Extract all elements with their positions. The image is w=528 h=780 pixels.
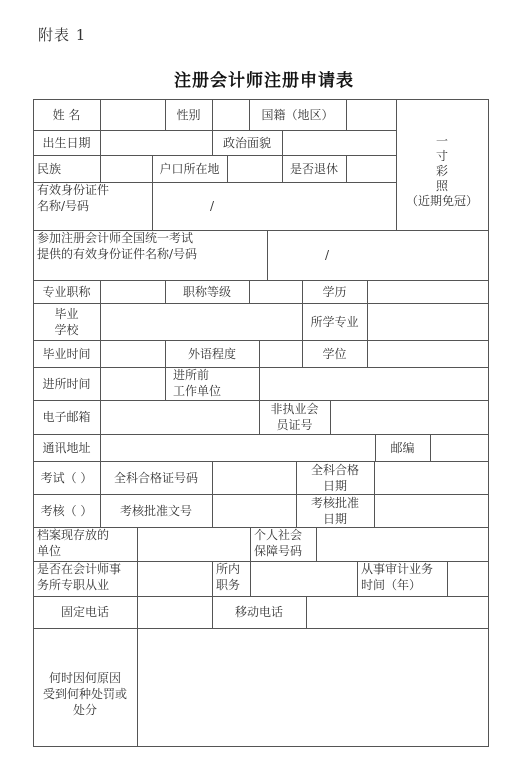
non-practicing-line: 员证号	[276, 418, 313, 432]
archive-unit-line: 档案现存放的	[37, 528, 110, 542]
id-document-line: 名称/号码	[37, 199, 90, 213]
previous-unit-label	[165, 367, 259, 400]
previous-unit-line: 进所前	[173, 368, 210, 382]
photo-text-line: 彩	[435, 164, 448, 178]
grid-line	[33, 303, 489, 304]
grid-line	[346, 155, 347, 182]
school-label	[33, 303, 100, 340]
audit-years-label	[357, 561, 447, 596]
fulltime-practice-line: 是否在会计师事	[37, 562, 122, 576]
grid-line	[100, 155, 101, 182]
grid-line	[100, 400, 101, 434]
grid-line	[227, 155, 228, 182]
exam-id-line: 参加注册会计师全国统一考试	[37, 231, 194, 245]
non-practicing-member-label	[259, 400, 330, 434]
grid-line	[259, 340, 260, 367]
grid-line	[100, 340, 101, 367]
mobile-label: 移动电话	[234, 605, 283, 619]
grid-line	[33, 746, 489, 747]
grid-line	[374, 461, 375, 494]
grid-line	[367, 280, 368, 303]
join-time-label: 进所时间	[42, 376, 91, 391]
grid-line	[137, 561, 138, 596]
ethnicity-label: 民族	[37, 161, 62, 176]
archive-unit-label	[33, 527, 137, 561]
hukou-label: 户口所在地	[159, 161, 220, 176]
major-label: 所学专业	[310, 314, 359, 329]
archive-unit-line: 单位	[37, 544, 62, 558]
grid-line	[33, 340, 489, 341]
pass-date-line: 日期	[322, 478, 347, 493]
penalty-history-label	[33, 628, 137, 746]
grid-line	[488, 99, 489, 746]
approval-number-label: 考核批准文号	[119, 503, 192, 518]
grid-line	[447, 561, 448, 596]
grid-line	[282, 130, 283, 155]
name-label: 姓 名	[52, 107, 81, 122]
grid-line	[137, 628, 138, 746]
pass-date-label	[296, 461, 374, 494]
title-grade-label: 职称等级	[182, 284, 231, 299]
degree-label: 学位	[322, 346, 347, 361]
review-checkbox-label: 考核（ ）	[40, 503, 93, 518]
social-security-line: 保障号码	[254, 544, 303, 558]
firm-position-line: 职务	[216, 578, 241, 592]
grid-line	[346, 99, 347, 130]
graduation-time-label: 毕业时间	[42, 346, 91, 361]
grid-line	[367, 303, 368, 340]
grid-line	[212, 494, 213, 527]
fulltime-practice-label	[33, 561, 137, 596]
penalty-history-line: 受到何种处罚或	[42, 687, 127, 701]
photo-text-line: 照	[435, 179, 448, 193]
penalty-history-line: 何时因何原因	[48, 671, 121, 685]
approval-date-label	[296, 494, 374, 527]
nationality-label: 国籍（地区）	[261, 107, 334, 122]
grid-line	[249, 280, 250, 303]
grid-line	[250, 561, 251, 596]
firm-position-label	[212, 561, 250, 596]
grid-line	[100, 303, 101, 340]
education-label: 学历	[322, 284, 347, 299]
grid-line	[100, 280, 101, 303]
approval-date-line: 日期	[322, 511, 347, 526]
audit-years-line: 从事审计业务	[361, 562, 434, 576]
grid-line	[212, 99, 213, 130]
grid-line	[33, 280, 489, 281]
grid-line	[100, 130, 101, 155]
fulltime-practice-line: 务所专职从业	[37, 578, 110, 592]
certificate-number-label: 全科合格证号码	[113, 470, 198, 485]
grid-line	[367, 340, 368, 367]
social-security-label	[250, 527, 316, 561]
school-line: 学校	[54, 322, 79, 337]
photo-text-line: 一	[435, 134, 448, 148]
id-document-value: /	[209, 199, 215, 213]
grid-line	[259, 367, 260, 400]
grid-line	[430, 434, 431, 461]
retired-label: 是否退休	[289, 161, 338, 176]
appendix-label: 附表 1	[38, 26, 87, 44]
exam-id-value: /	[324, 248, 330, 262]
exam-checkbox-label: 考试（ ）	[40, 470, 93, 485]
social-security-line: 个人社会	[254, 528, 303, 542]
photo-text-line: 寸	[435, 149, 448, 163]
non-practicing-line: 非执业会	[270, 402, 319, 416]
grid-line	[33, 367, 489, 368]
address-label: 通讯地址	[42, 440, 91, 455]
exam-id-label	[33, 230, 267, 280]
birth-date-label: 出生日期	[42, 135, 91, 150]
grid-line	[212, 461, 213, 494]
exam-id-line: 提供的有效身份证件名称/号码	[37, 247, 198, 261]
grid-line	[374, 494, 375, 527]
approval-date-line: 考核批准	[310, 495, 359, 510]
grid-line	[100, 434, 101, 461]
professional-title-label: 专业职称	[42, 284, 91, 299]
postcode-label: 邮编	[390, 440, 415, 455]
grid-line	[316, 527, 317, 561]
grid-line	[100, 99, 101, 130]
grid-line	[330, 400, 331, 434]
penalty-history-line: 处分	[72, 703, 97, 717]
grid-line	[137, 596, 138, 628]
gender-label: 性别	[176, 107, 201, 122]
previous-unit-line: 工作单位	[173, 384, 222, 398]
photo-text-line: （近期免冠）	[405, 194, 478, 208]
email-label: 电子邮箱	[42, 410, 91, 424]
id-document-line: 有效身份证件	[37, 183, 110, 197]
landline-label: 固定电话	[60, 605, 109, 619]
grid-line	[306, 596, 307, 628]
grid-line	[137, 527, 138, 561]
school-line: 毕业	[54, 306, 79, 321]
language-level-label: 外语程度	[187, 346, 236, 361]
pass-date-line: 全科合格	[310, 462, 359, 477]
photo-placeholder	[396, 99, 488, 230]
form-title: 注册会计师注册申请表	[174, 71, 354, 91]
political-status-label: 政治面貌	[222, 135, 271, 150]
id-document-label	[33, 182, 152, 230]
grid-line	[100, 367, 101, 400]
firm-position-line: 所内	[216, 562, 241, 576]
audit-years-line: 时间（年）	[361, 578, 422, 592]
